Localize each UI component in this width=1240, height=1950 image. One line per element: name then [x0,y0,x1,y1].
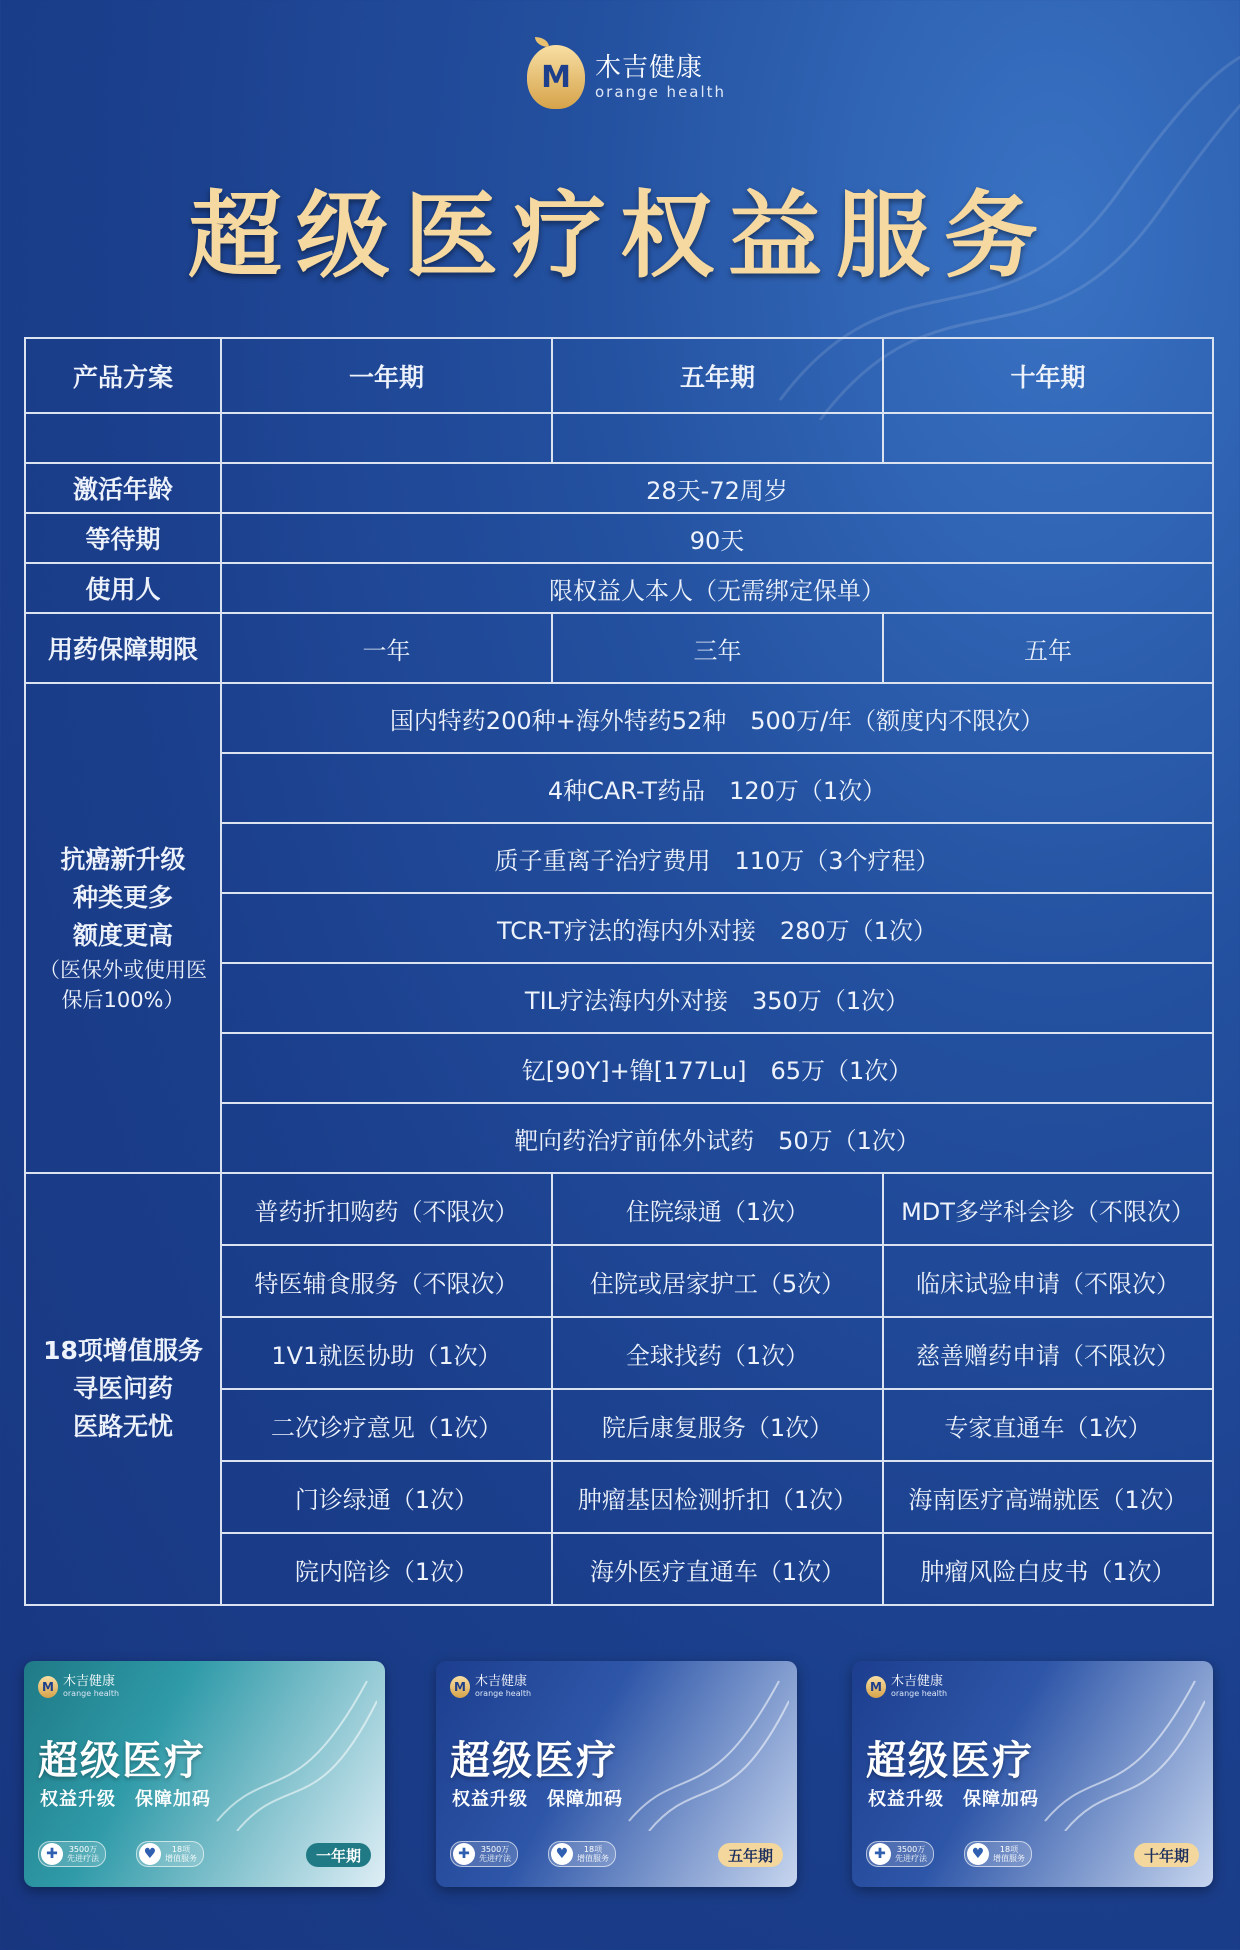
badge-value: 3500万 [68,1845,98,1854]
cancer-section-label [25,683,221,1173]
brand-name: 木吉健康 [595,53,704,83]
table-header-row [25,338,1213,413]
card-title: 超级医疗 [866,1738,1034,1784]
service-cell: 肿瘤风险白皮书（1次） [883,1533,1213,1605]
badge-value: 18项 [583,1845,603,1854]
cancer-benefit: 质子重离子治疗费用 110万（3个疗程） [221,823,1213,893]
row-label: 等待期 [25,513,221,563]
section-label-line: 种类更多 [72,883,173,912]
table-row [25,683,1213,753]
header-cell: 十年期 [883,338,1213,413]
brand-logo-icon: M [866,1676,886,1698]
badge-label: 增值服务 [165,1854,197,1863]
badge-label: 先进疗法 [67,1854,99,1863]
header-cell: 一年期 [221,338,552,413]
table-row [25,613,1213,683]
card-subtitle: 权益升级 保障加码 [40,1789,211,1810]
cancer-benefit: TCR-T疗法的海内外对接 280万（1次） [221,893,1213,963]
heart-hand-icon: ♥ [967,1843,989,1865]
dna-helix-icon [1035,1671,1205,1831]
product-card-one-year[interactable] [24,1661,385,1887]
benefits-table [24,337,1214,1606]
service-cell: 慈善赠药申请（不限次） [883,1317,1213,1389]
card-brand-name-en: orange health [891,1689,948,1698]
waiting-period: 90天 [221,513,1213,563]
service-cell: 海南医疗高端就医（1次） [883,1461,1213,1533]
medkit-icon: ✚ [869,1843,891,1865]
brand-logo [527,45,726,109]
badge-value: 3500万 [896,1845,926,1854]
badge-label: 增值服务 [993,1854,1025,1863]
card-subtitle: 权益升级 保障加码 [868,1789,1039,1810]
badge-label: 增值服务 [577,1854,609,1863]
dna-helix-icon [207,1671,377,1831]
section-label-line: 寻医问药 [72,1374,173,1403]
blank-cell [552,413,883,463]
card-brand-logo [866,1675,947,1699]
service-cell: 肿瘤基因检测折扣（1次） [552,1461,883,1533]
badge-value: 18项 [999,1845,1019,1854]
therapy-badge [866,1841,934,1867]
section-label-line: 18项增值服务 [43,1336,203,1365]
badge-value: 18项 [171,1845,191,1854]
therapy-badge [38,1841,106,1867]
heart-hand-icon: ♥ [139,1843,161,1865]
service-cell: 特医辅食服务（不限次） [221,1245,552,1317]
cancer-benefit: 靶向药治疗前体外试药 50万（1次） [221,1103,1213,1173]
card-title: 超级医疗 [38,1738,206,1784]
service-cell: 全球找药（1次） [552,1317,883,1389]
service-badge [548,1841,616,1867]
period-tag: 一年期 [306,1843,371,1867]
service-cell: 住院或居家护工（5次） [552,1245,883,1317]
period-tag: 十年期 [1134,1843,1199,1867]
service-cell: 专家直通车（1次） [883,1389,1213,1461]
service-cell: 院后康复服务（1次） [552,1389,883,1461]
header-cell: 五年期 [552,338,883,413]
service-badge [964,1841,1032,1867]
blank-row [25,413,1213,463]
row-label: 激活年龄 [25,463,221,513]
drug-term-cell: 五年 [883,613,1213,683]
card-brand-logo [38,1675,119,1699]
service-cell: 住院绿通（1次） [552,1173,883,1245]
blank-cell [221,413,552,463]
section-label-line: 医路无忧 [72,1412,173,1441]
service-cell: 临床试验申请（不限次） [883,1245,1213,1317]
header-cell: 产品方案 [25,338,221,413]
cancer-benefit: 钇[90Y]+镥[177Lu] 65万（1次） [221,1033,1213,1103]
card-brand-name: 木吉健康 [891,1674,944,1689]
badge-value: 3500万 [480,1845,510,1854]
heart-hand-icon: ♥ [551,1843,573,1865]
table-row [25,1173,1213,1245]
brand-logo-icon: M [527,45,585,109]
service-cell: MDT多学科会诊（不限次） [883,1173,1213,1245]
section-note: （医保外或使用医保后100%） [39,958,207,1012]
card-brand-name: 木吉健康 [475,1674,528,1689]
service-badge [136,1841,204,1867]
brand-logo-icon: M [450,1676,470,1698]
service-cell: 院内陪诊（1次） [221,1533,552,1605]
table-row [25,563,1213,613]
card-brand-name-en: orange health [475,1689,532,1698]
page-title: 超级医疗权益服务 [187,181,1052,291]
row-label: 用药保障期限 [25,613,221,683]
cancer-benefit: TIL疗法海内外对接 350万（1次） [221,963,1213,1033]
drug-term-cell: 三年 [552,613,883,683]
product-cards [0,1661,1240,1887]
blank-cell [883,413,1213,463]
services-section-label [25,1173,221,1605]
section-label-line: 抗癌新升级 [60,845,186,874]
service-cell: 二次诊疗意见（1次） [221,1389,552,1461]
cancer-benefit: 国内特药200种+海外特药52种 500万/年（额度内不限次） [221,683,1213,753]
service-cell: 门诊绿通（1次） [221,1461,552,1533]
card-subtitle: 权益升级 保障加码 [452,1789,623,1810]
brand-logo-icon: M [38,1676,58,1698]
drug-term-cell: 一年 [221,613,552,683]
service-cell: 海外医疗直通车（1次） [552,1533,883,1605]
brand-name-en: orange health [595,83,727,101]
card-brand-name-en: orange health [63,1689,120,1698]
card-brand-name: 木吉健康 [63,1674,116,1689]
service-cell: 普药折扣购药（不限次） [221,1173,552,1245]
medkit-icon: ✚ [453,1843,475,1865]
card-title: 超级医疗 [450,1738,618,1784]
table-row [25,513,1213,563]
activation-age: 28天-72周岁 [221,463,1213,513]
cancer-benefit: 4种CAR-T药品 120万（1次） [221,753,1213,823]
blank-cell [25,413,221,463]
service-cell: 1V1就医协助（1次） [221,1317,552,1389]
section-label-line: 额度更高 [72,921,173,950]
therapy-badge [450,1841,518,1867]
eligible-user: 限权益人本人（无需绑定保单） [221,563,1213,613]
product-card-five-year[interactable] [436,1661,797,1887]
badge-label: 先进疗法 [479,1854,511,1863]
badge-label: 先进疗法 [895,1854,927,1863]
row-label: 使用人 [25,563,221,613]
period-tag: 五年期 [718,1843,783,1867]
card-brand-logo [450,1675,531,1699]
table-row [25,463,1213,513]
product-card-ten-year[interactable] [852,1661,1213,1887]
dna-helix-icon [619,1671,789,1831]
medkit-icon: ✚ [41,1843,63,1865]
